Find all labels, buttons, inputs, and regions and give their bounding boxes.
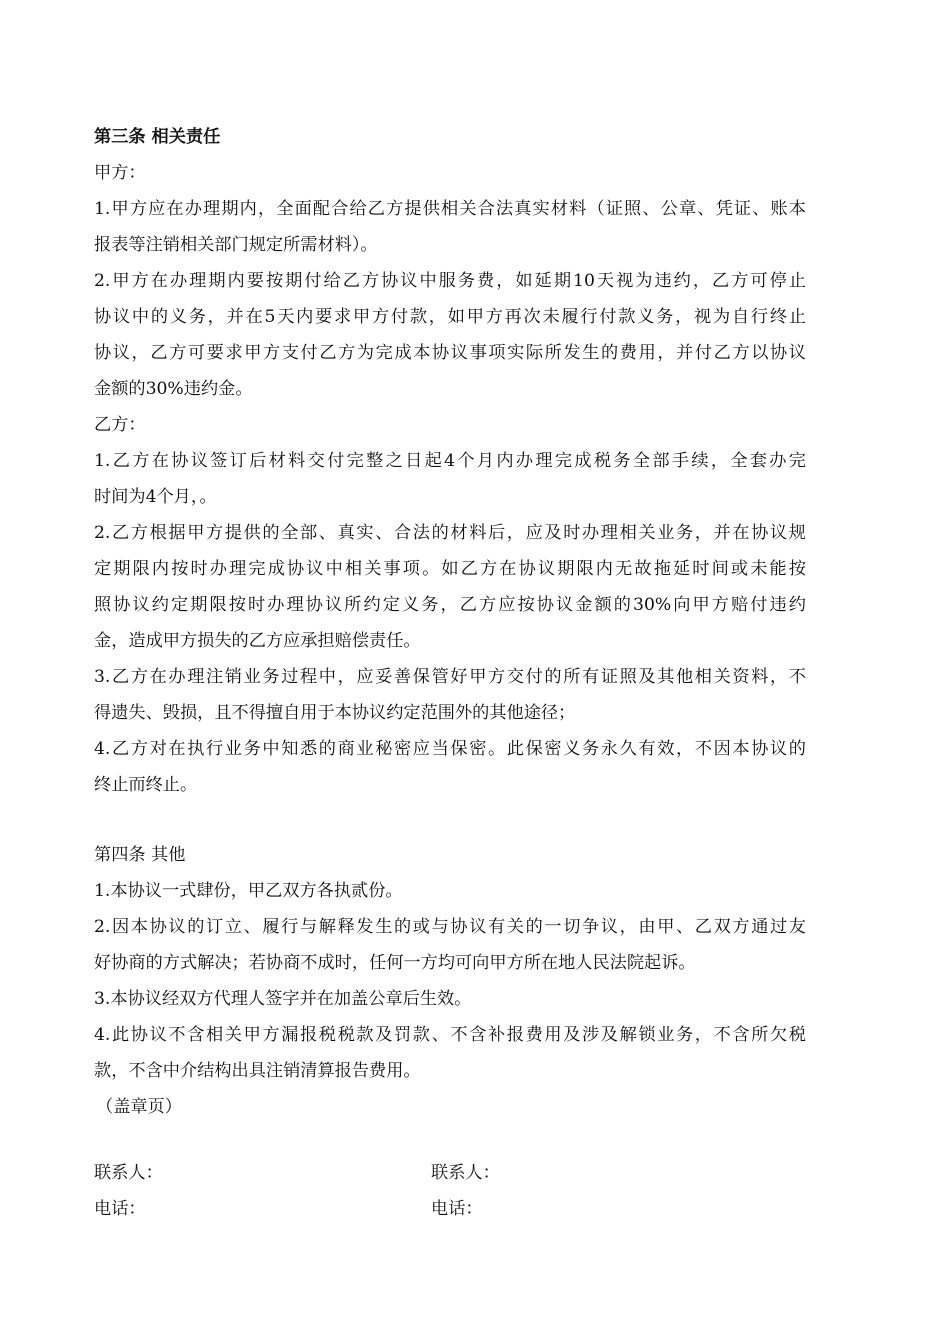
party-a-clause-2-line-2: 协议中的义务，并在5天内要求甲方付款，如甲方再次未履行付款义务，视为自行终止 bbox=[94, 307, 806, 327]
article3-title: 第三条 相关责任 bbox=[94, 127, 221, 147]
party-b-clause-2-line-1: 2.乙方根据甲方提供的全部、真实、合法的材料后，应及时办理相关业务，并在协议规 bbox=[94, 523, 806, 543]
party-b-clause-3-line-1: 3.乙方在办理注销业务过程中，应妥善保管好甲方交付的所有证照及其他相关资料，不 bbox=[94, 667, 806, 687]
left-contact-label: 联系人： bbox=[94, 1163, 163, 1183]
party-a-clause-2-line-1: 2.甲方在办理期内要按期付给乙方协议中服务费，如延期10天视为违约，乙方可停止 bbox=[94, 271, 806, 291]
party-b-label: 乙方： bbox=[94, 415, 146, 435]
article4-clause-2-line-2: 好协商的方式解决；若协商不成时，任何一方均可向甲方所在地人民法院起诉。 bbox=[94, 953, 696, 973]
party-a-clause-1-line-1: 1.甲方应在办理期内，全面配合给乙方提供相关合法真实材料（证照、公章、凭证、账本 bbox=[94, 199, 806, 219]
right-phone-label: 电话： bbox=[431, 1199, 483, 1219]
party-b-clause-4-line-2: 终止而终止。 bbox=[94, 775, 198, 795]
party-a-clause-2-line-4: 金额的30%违约金。 bbox=[94, 379, 253, 399]
left-phone-label: 电话： bbox=[94, 1199, 146, 1219]
party-b-clause-3-line-2: 得遗失、毁损，且不得擅自用于本协议约定范围外的其他途径； bbox=[94, 703, 576, 723]
party-a-clause-2-line-3: 协议，乙方可要求甲方支付乙方为完成本协议事项实际所发生的费用，并付乙方以协议 bbox=[94, 343, 806, 363]
party-b-clause-2-line-3: 照协议约定期限按时办理协议所约定义务，乙方应按协议金额的30%向甲方赔付违约 bbox=[94, 595, 806, 615]
article4-clause-1: 1.本协议一式肆份，甲乙双方各执贰份。 bbox=[94, 881, 403, 901]
article4-clause-3: 3.本协议经双方代理人签字并在加盖公章后生效。 bbox=[94, 989, 472, 1009]
party-b-clause-4-line-1: 4.乙方对在执行业务中知悉的商业秘密应当保密。此保密义务永久有效，不因本协议的 bbox=[94, 739, 806, 759]
article4-clause-4-line-1: 4.此协议不含相关甲方漏报税税款及罚款、不含补报费用及涉及解锁业务，不含所欠税 bbox=[94, 1025, 806, 1045]
party-a-label: 甲方： bbox=[94, 163, 146, 183]
article4-title: 第四条 其他 bbox=[94, 845, 186, 865]
party-b-clause-1-line-1: 1.乙方在协议签订后材料交付完整之日起4个月内办理完成税务全部手续，全套办完 bbox=[94, 451, 806, 471]
party-a-clause-1-line-2: 报表等注销相关部门规定所需材料）。 bbox=[94, 235, 378, 255]
seal-page-note: （盖章页） bbox=[96, 1097, 182, 1117]
article4-clause-2-line-1: 2.因本协议的订立、履行与解释发生的或与协议有关的一切争议，由甲、乙双方通过友 bbox=[94, 917, 806, 937]
right-contact-label: 联系人： bbox=[431, 1163, 500, 1183]
party-b-clause-2-line-4: 金，造成甲方损失的乙方应承担赔偿责任。 bbox=[94, 631, 421, 651]
party-b-clause-1-line-2: 时间为4个月，。 bbox=[94, 487, 217, 507]
article4-clause-4-line-2: 款，不含中介结构出具注销清算报告费用。 bbox=[94, 1061, 421, 1081]
party-b-clause-2-line-2: 定期限内按时办理完成协议中相关事项。如乙方在协议期限内无故拖延时间或未能按 bbox=[94, 559, 806, 579]
